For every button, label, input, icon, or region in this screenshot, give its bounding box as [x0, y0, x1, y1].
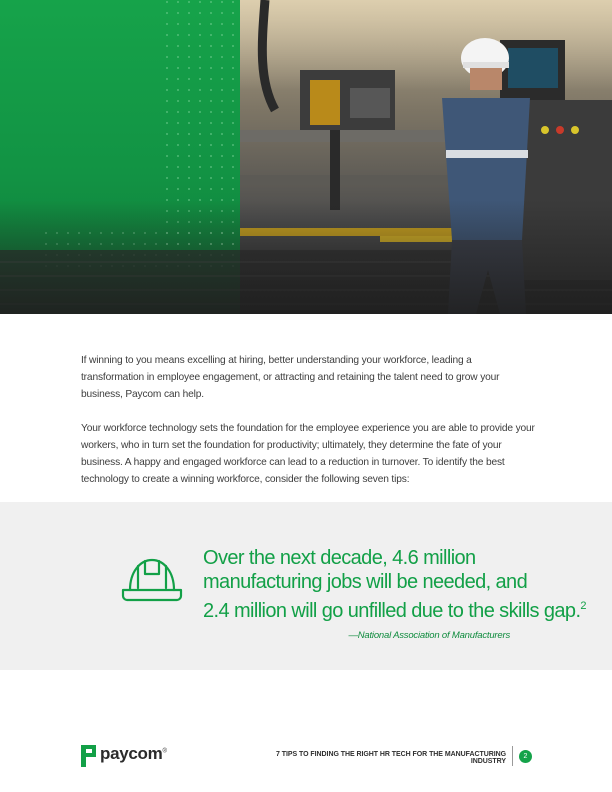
stat-line-2: manufacturing jobs will be needed, and — [203, 571, 528, 593]
paycom-logo-text — [100, 744, 167, 764]
stat-line-3 — [203, 594, 586, 623]
technology-paragraph: Your workforce technology sets the foundation for the employee experience you are able to provide your workers, who in turn set the foundation for productivity; ultimately, they determine the fate of your business. A happy and engaged workforce can lead to a reduction in turnover. To identify the best technology to create a winning workforce, consider the following seven tips: — [81, 423, 535, 485]
page-number-badge: 2 — [519, 750, 532, 763]
stat-line-3-text: 2.4 million will go unfilled due to the skills gap. — [203, 600, 581, 622]
hard-hat-icon — [120, 552, 184, 606]
stat-line-1: Over the next decade, 4.6 million — [203, 547, 476, 569]
body-text — [81, 352, 537, 505]
logo-wordmark: paycom — [100, 744, 163, 763]
stat-quote — [203, 546, 586, 623]
logo-trademark: ® — [162, 748, 167, 755]
paycom-logo-mark — [81, 745, 96, 767]
footer-document-title: 7 TIPS TO FINDING THE RIGHT HR TECH FOR THE MANUFACTURING INDUSTRY — [276, 751, 506, 765]
stat-source: —National Association of Manufacturers — [348, 630, 510, 641]
footnote-marker: 2 — [580, 600, 586, 612]
intro-paragraph: If winning to you means excelling at hiring, better understanding your workforce, leading a transformation in employee engagement, or attracting and retaining the talent need to grow your business, Paycom can help. — [81, 355, 500, 400]
hero-image — [0, 0, 612, 314]
hero-shadow-overlay — [0, 200, 612, 314]
footer-divider — [512, 746, 513, 766]
